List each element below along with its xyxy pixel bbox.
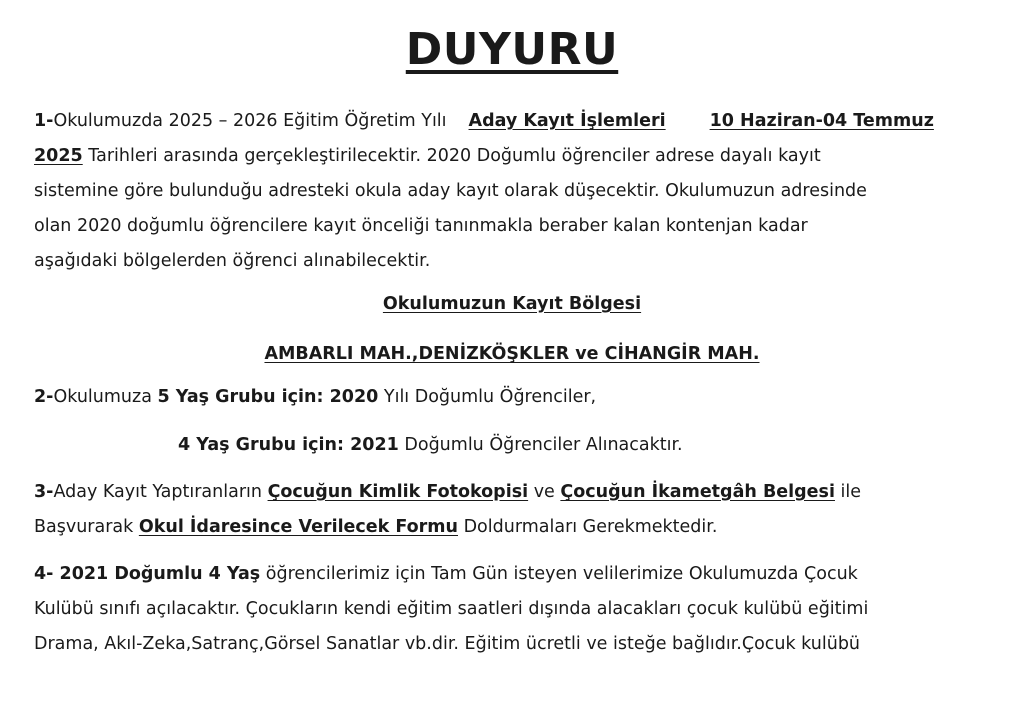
text: ile (840, 482, 862, 502)
paragraph-2-line-1 (34, 380, 984, 415)
highlight-age-5: 5 Yaş Grubu için: 2020 (157, 387, 379, 407)
highlight-residence: Çocuğun İkametgâh Belgesi (560, 482, 835, 502)
highlight-year: 2025 (34, 146, 83, 166)
highlight-form: Okul İdaresince Verilecek Formu (138, 517, 458, 537)
text: Okulumuzda 2025 – 2026 Eğitim Öğretim Yılı (53, 111, 447, 131)
paragraph-2 (34, 380, 984, 415)
text: ve (533, 482, 555, 502)
item-number: 2- (34, 387, 54, 407)
text: Aday Kayıt Yaptıranların (53, 482, 262, 502)
paragraph-1-line-2 (34, 139, 984, 174)
highlight-registration: Aday Kayıt İşlemleri (468, 111, 666, 131)
paragraph-2-line-2 (34, 428, 984, 463)
text: öğrencilerimiz için Tam Gün isteyen velilerimize Okulumuzda Çocuk (265, 564, 858, 584)
highlight-age-4: 4 Yaş Grubu için: 2021 (178, 435, 399, 455)
text: Yılı Doğumlu Öğrenciler, (383, 387, 597, 407)
paragraph-1-line-3: sistemine göre bulunduğu adresteki okula aday kayıt olarak düşecektir. Okulumuzun adresinde (34, 181, 867, 201)
text: Tarihleri arasında gerçekleştirilecektir. 2020 Doğumlu öğrenciler adrese dayalı kayıt (88, 146, 821, 166)
text: Başvurarak (34, 517, 134, 537)
page-title: DUYURU (405, 24, 619, 75)
paragraph-4-line-3: Drama, Akıl-Zeka,Satranç,Görsel Sanatlar vb.dir. Eğitim ücretli ve isteğe bağlıdır.Çocuk kulübü (34, 634, 861, 654)
region-heading: Okulumuzun Kayıt Bölgesi (382, 294, 642, 314)
paragraph-3 (34, 475, 984, 545)
region-value: AMBARLI MAH.,DENİZKÖŞKLER ve CİHANGİR MAH. (264, 344, 760, 364)
paragraph-1 (34, 104, 984, 279)
text: Okulumuza (53, 387, 152, 407)
item-number: 1- (34, 111, 54, 131)
paragraph-3-line-2 (34, 510, 984, 545)
paragraph-4-line-2: Kulübü sınıfı açılacaktır. Çocukların kendi eğitim saatleri dışında alacakları çocuk kulübü eğitimi (34, 599, 869, 619)
item-number: 3- (34, 482, 54, 502)
highlight-dates: 10 Haziran-04 Temmuz (709, 111, 934, 131)
highlight-2021-age-4: 4- 2021 Doğumlu 4 Yaş (34, 564, 261, 584)
text: Doldurmaları Gerekmektedir. (463, 517, 718, 537)
paragraph-1-line-4: olan 2020 doğumlu öğrencilere kayıt önceliği tanınmakla beraber kalan kontenjan kadar (34, 216, 808, 236)
paragraph-2b (34, 428, 984, 463)
text: Doğumlu Öğrenciler Alınacaktır. (404, 435, 683, 455)
paragraph-1-line-1 (34, 104, 984, 139)
paragraph-3-line-1 (34, 475, 984, 510)
paragraph-4 (34, 557, 984, 662)
paragraph-1-line-5: aşağıdaki bölgelerden öğrenci alınabilecektir. (34, 251, 431, 271)
paragraph-4-line-1 (34, 557, 984, 592)
highlight-id-copy: Çocuğun Kimlik Fotokopisi (267, 482, 529, 502)
